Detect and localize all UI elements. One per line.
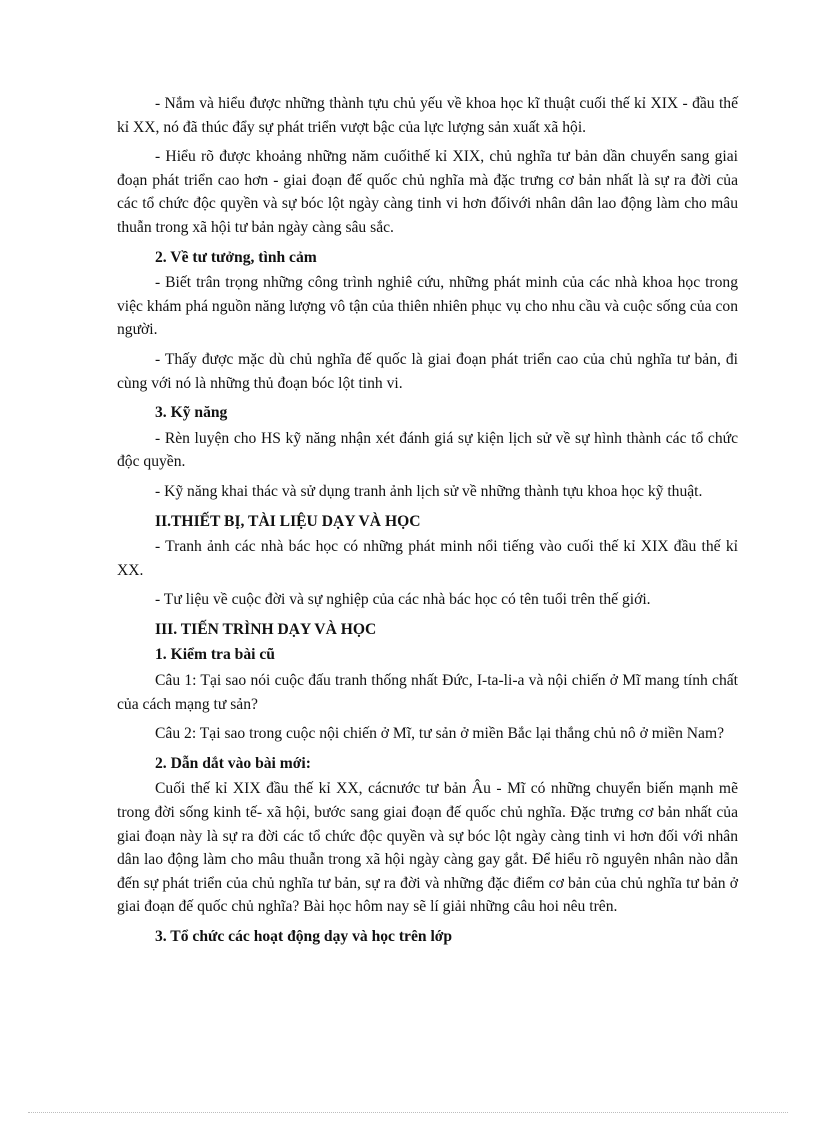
heading-class-activities: 3. Tổ chức các hoạt động dạy và học trên lớp <box>155 928 453 945</box>
paragraph-equipment-images: - Tranh ảnh các nhà bác học có những phát minh nổi tiếng vào cuối thế kỉ XIX đầu thế kỉ XX. <box>117 538 738 579</box>
footer-divider <box>28 1112 788 1113</box>
paragraph-skill-evaluation: - Rèn luyện cho HS kỹ năng nhận xét đánh giá sự kiện lịch sử về sự hình thành các tổ chức độc quyền. <box>117 429 738 471</box>
heading-teaching-process: III. TIẾN TRÌNH DẠY VÀ HỌC <box>155 620 377 638</box>
heading-equipment: II.THIẾT BỊ, TÀI LIỆU DẠY VÀ HỌC <box>155 512 421 530</box>
paragraph-science-achievements: - Nắm và hiểu được những thành tựu chủ yếu về khoa học kĩ thuật cuối thế kỉ XIX - đầu thế kỉ XX, nó đã thúc đẩy sự phát triển vượt bậc của lực lượng sản xuất xã hội. <box>117 95 738 136</box>
paragraph-skill-images: - Kỹ năng khai thác và sử dụng tranh ảnh lịch sử về những thành tựu khoa học kỹ thuật. <box>155 482 703 500</box>
heading-introduction: 2. Dẫn dắt vào bài mới: <box>155 754 311 772</box>
paragraph-introduction: Cuối thế kỉ XIX đầu thế kỉ XX, cácnước tư bản Âu - Mĩ có những chuyển biến mạnh mẽ trong đời sống kinh tế- xã hội, bước sang giai đoạn đế quốc chủ nghĩa. Đặc trưng cơ bản nhất của giai đoạn này là sự ra đời các tổ chức độc quyền và sự bóc lột ngày càng tinh vi hơn đối với nhân dân lao động làm cho mâu thuẫn trong xã hội ngày càng gay gắt. Để hiểu rõ nguyên nhân nào dẫn đến sự phát triển của chủ nghĩa tư bản, sự ra đời và những đặc điểm cơ bản của chủ nghĩa tư bản ở giai đoạn đế quốc chủ nghĩa? Bài học hôm nay sẽ lí giải những câu hoi nêu trên. <box>117 780 738 916</box>
paragraph-question-2: Câu 2: Tại sao trong cuộc nội chiến ở Mĩ, tư sản ở miền Bắc lại thắng chủ nô ở miền Nam? <box>155 725 725 743</box>
heading-skills: 3. Kỹ năng <box>155 404 228 422</box>
document-page <box>117 92 738 951</box>
heading-review-check: 1. Kiểm tra bài cũ <box>155 646 275 664</box>
paragraph-imperialism-stage: - Hiểu rõ được khoảng những năm cuốithế kỉ XIX, chủ nghĩa tư bản dần chuyển sang giai đoạn phát triển cao hơn - giai đoạn đế quốc chủ nghĩa mà đặc trưng cơ bản nhất là sự ra đời của các tổ chức độc quyền và sự bóc lột ngày càng tinh vi hơn đốivới nhân dân lao động làm cho mâu thuẫn trong xã hội tư bản ngày càng sâu sắc. <box>117 148 738 236</box>
paragraph-exploitation: - Thấy được mặc dù chủ nghĩa đế quốc là giai đoạn phát triển cao của chủ nghĩa tư bản, đi cùng với nó là những thủ đoạn bóc lột tinh vi. <box>117 350 738 392</box>
paragraph-respect-research: - Biết trân trọng những công trình nghiê cứu, những phát minh của các nhà khoa học trong việc khám phá nguồn năng lượng vô tận của thiên nhiên phục vụ cho nhu cầu và cuộc sống của con người. <box>117 274 738 339</box>
paragraph-equipment-documents: - Tư liệu về cuộc đời và sự nghiệp của các nhà bác học có tên tuổi trên thế giới. <box>155 591 651 609</box>
paragraph-question-1: Câu 1: Tại sao nói cuộc đấu tranh thống nhất Đức, I-ta-li-a và nội chiến ở Mĩ mang tính chất của cách mạng tư sản? <box>117 672 738 713</box>
heading-attitude: 2. Về tư tưởng, tình cảm <box>155 248 317 266</box>
